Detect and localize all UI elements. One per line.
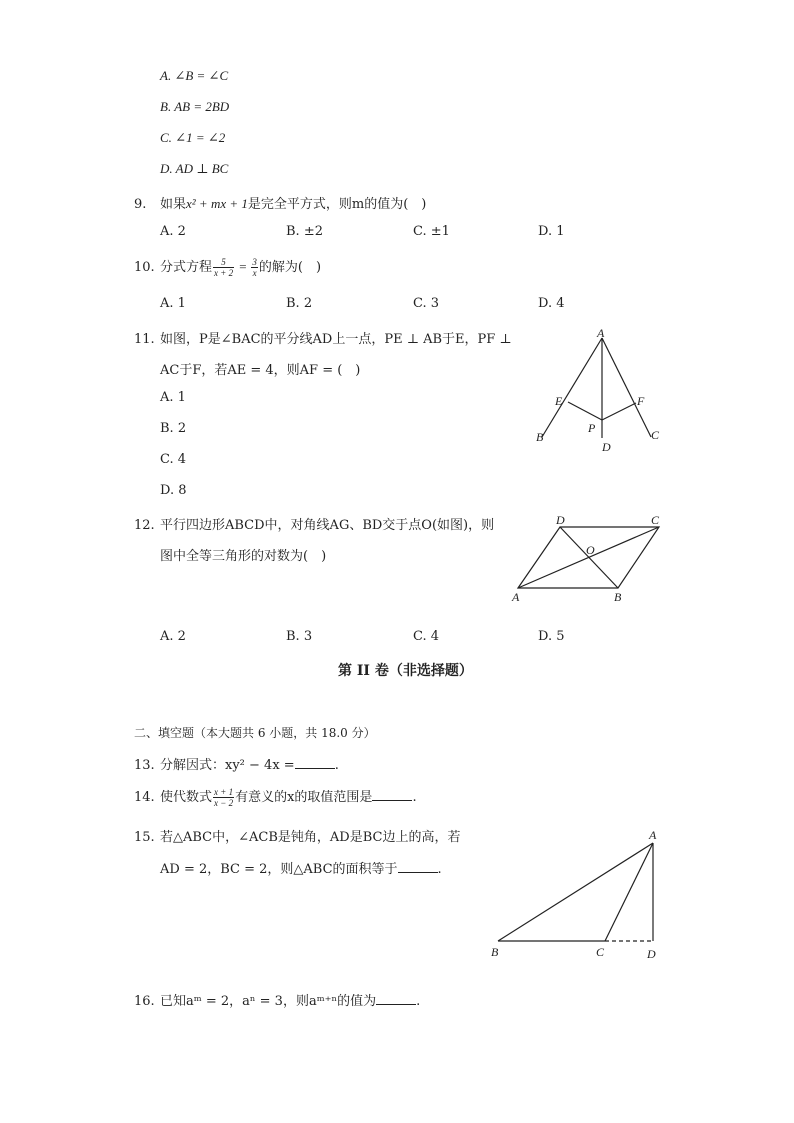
q11-label-b: B — [536, 430, 544, 444]
q14-answer-blank — [372, 788, 412, 801]
q11-option-b: B. 2 — [160, 421, 187, 436]
q8-option-b: B. AB = 2BD — [160, 99, 230, 114]
q15-label-b: B — [491, 945, 499, 959]
q10-option-a: A. 1 — [160, 296, 186, 311]
q10-option-d: D. 4 — [538, 296, 565, 311]
q12-figure — [508, 510, 668, 605]
q15-label-a: A — [649, 828, 657, 842]
q9-option-b: B. ±2 — [286, 224, 323, 239]
q12-stem-line2: 图中全等三角形的对数为( ) — [160, 549, 327, 564]
q16-answer-blank — [376, 992, 416, 1005]
q11-label-p: P — [588, 421, 596, 435]
q15-figure — [485, 825, 665, 965]
q8-option-a: A. ∠B = ∠C — [160, 68, 229, 83]
q11-label-c: C — [651, 428, 660, 442]
q8-option-c: C. ∠1 = ∠2 — [160, 130, 226, 145]
q10-fraction-right: $\frac{3}{x}$ — [252, 257, 257, 278]
q14-number: 14. — [134, 790, 155, 805]
q11-label-e: E — [555, 394, 563, 408]
q15-answer-blank — [398, 860, 438, 873]
q12-label-b: B — [614, 590, 622, 604]
q11-stem-line1: 11. 如图，P是∠BAC的平分线AD上一点，PE ⊥ AB于E，PF ⊥ — [134, 332, 512, 347]
q9-stem — [134, 193, 426, 212]
q9-number: 9. — [134, 197, 147, 212]
q12-diagonal-bd — [560, 527, 618, 588]
q15-number: 15. — [134, 830, 155, 845]
q11-label-f: F — [637, 394, 645, 408]
q12-label-a: A — [512, 590, 520, 604]
q11-line-ac — [602, 338, 651, 437]
q9-pre: 如果 — [160, 197, 187, 212]
q14-stem: 14. 使代数式 $\frac{x + 1}{x - 2}$ 有意义的x的取值范围是 . — [134, 787, 417, 808]
q12-label-o: O — [586, 543, 595, 557]
q9-option-a: A. 2 — [160, 224, 186, 239]
q11-number: 11. — [134, 332, 155, 347]
q11-option-d: D. 8 — [160, 483, 187, 498]
q9-option-c: C. ±1 — [413, 224, 450, 239]
q12-label-d: D — [556, 513, 565, 527]
q12-option-a: A. 2 — [160, 629, 186, 644]
q16-stem: 16. 已知aᵐ = 2，aⁿ = 3，则aᵐ⁺ⁿ的值为 . — [134, 994, 421, 1009]
q11-line-pf — [602, 403, 636, 420]
q10-option-b: B. 2 — [286, 296, 313, 311]
q10-pre: 分式方程 — [160, 260, 213, 275]
q15-stem-line1: 15. 若△ABC中，∠ACB是钝角，AD是BC边上的高，若 — [134, 830, 461, 845]
q11-option-a: A. 1 — [160, 390, 186, 405]
q11-label-d: D — [602, 440, 611, 454]
q10-post: 的解为( ) — [258, 260, 322, 275]
q11-figure — [530, 325, 670, 455]
q12-option-c: C. 4 — [413, 629, 440, 644]
q10-option-c: C. 3 — [413, 296, 440, 311]
q16-number: 16. — [134, 994, 155, 1009]
q12-option-b: B. 3 — [286, 629, 313, 644]
q12-option-d: D. 5 — [538, 629, 565, 644]
q12-stem-line1: 12. 平行四边形ABCD中，对角线AG、BD交于点O(如图)，则 — [134, 518, 495, 533]
q10-fraction-left: $\frac{5}{x + 2}$ — [214, 257, 234, 278]
q11-label-a: A — [597, 326, 605, 340]
q13-answer-blank — [295, 756, 335, 769]
q13-number: 13. — [134, 758, 155, 773]
q11-stem-line2: AC于F，若AE = 4，则AF = ( ) — [160, 363, 361, 378]
q9-post: 是完全平方式，则m的值为( ) — [247, 197, 427, 212]
part2-title: 第 II 卷（非选择题） — [338, 663, 473, 679]
q9-option-d: D. 1 — [538, 224, 565, 239]
q14-fraction: $\frac{x + 1}{x - 2}$ — [214, 787, 234, 808]
q11-line-pe — [568, 402, 602, 420]
q15-line-ab — [498, 843, 653, 941]
q15-stem-line2: AD = 2，BC = 2，则△ABC的面积等于 . — [160, 862, 442, 877]
q12-label-c: C — [651, 513, 660, 527]
q11-option-c: C. 4 — [160, 452, 187, 467]
q10-number: 10. — [134, 260, 155, 275]
q10-stem: 10. 分式方程 $\frac{5}{x + 2}$ = $\frac{3}{x}$ 的解为( ) — [134, 257, 322, 278]
section2-heading: 二、填空题（本大题共 6 小题，共 18.0 分） — [134, 726, 376, 740]
q8-option-d: D. AD ⊥ BC — [160, 161, 229, 176]
q9-expr: x² + mx + 1 — [186, 196, 248, 211]
q12-number: 12. — [134, 518, 155, 533]
q15-label-c: C — [596, 945, 605, 959]
q15-label-d: D — [647, 947, 656, 961]
q13-stem: 13. 分解因式：xy² − 4x = . — [134, 758, 339, 773]
